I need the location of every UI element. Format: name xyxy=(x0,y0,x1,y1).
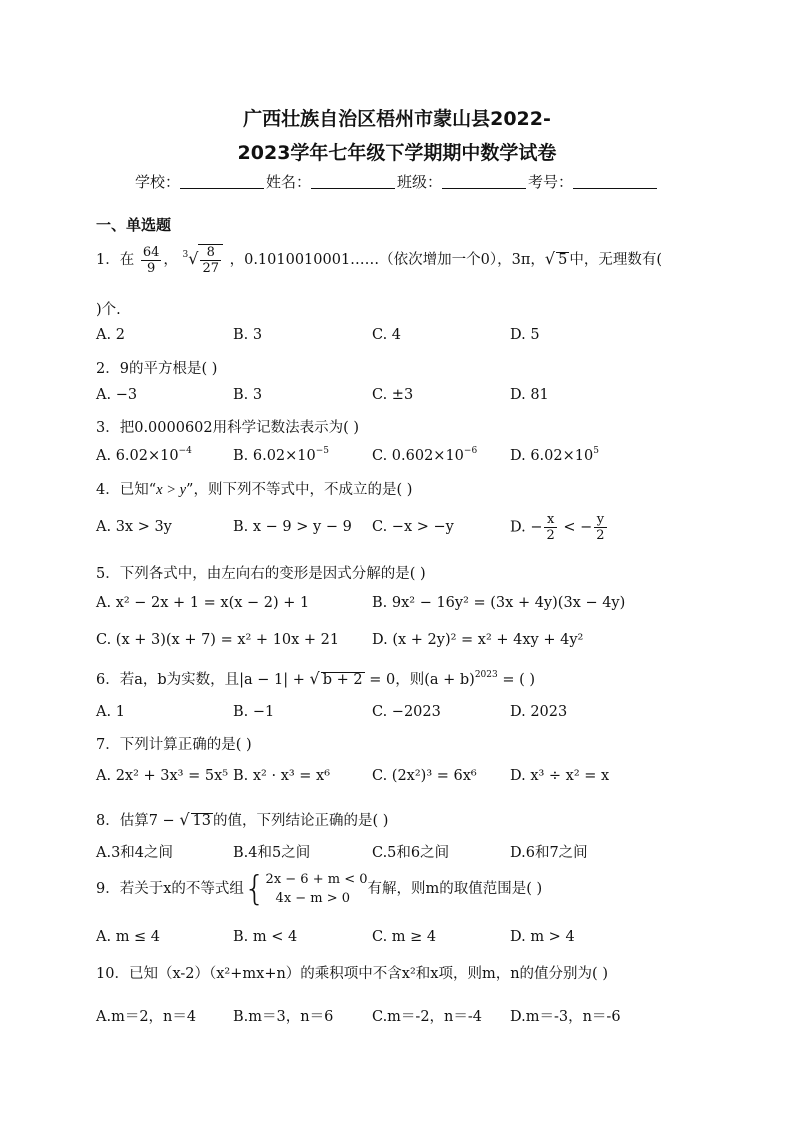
question-2: 2．9的平方根是( ) xyxy=(96,361,218,377)
q6-option-d[interactable]: D. 2023 xyxy=(510,704,568,720)
q6-mid: = 0，则(a + b) xyxy=(364,672,475,688)
q1-sqrt5: 5 xyxy=(558,252,568,268)
q10-option-b[interactable]: B.m＝3，n＝6 xyxy=(233,1009,334,1025)
q8-option-b[interactable]: B.4和5之间 xyxy=(233,845,311,861)
q1-num: 1．在 xyxy=(96,252,135,268)
q4-option-c[interactable]: C. −x > −y xyxy=(372,519,454,535)
q3-b-exp: −5 xyxy=(315,446,330,456)
q6-root: b + 2 xyxy=(322,672,363,688)
q10-option-c[interactable]: C.m＝-2，n＝-4 xyxy=(372,1009,483,1025)
q1-root-num: 8 xyxy=(200,245,221,261)
q1-option-c[interactable]: C. 4 xyxy=(372,327,402,343)
radical-icon: √ xyxy=(544,249,556,268)
q3-c-exp: −6 xyxy=(463,446,478,456)
question-4 xyxy=(96,478,412,499)
q3-a-base: A. 6.02×10 xyxy=(96,448,179,464)
field-name-blank[interactable] xyxy=(311,174,395,189)
q1-option-d[interactable]: D. 5 xyxy=(510,327,540,343)
q1-frac-den: 9 xyxy=(146,260,156,276)
question-9 xyxy=(96,870,542,908)
q4-d-label: D. − xyxy=(510,519,543,536)
title-line-2: 2023学年七年级下学期期中数学试卷 xyxy=(237,142,557,164)
field-class-label: 班级： xyxy=(397,173,443,191)
q5-option-c[interactable]: C. (x + 3)(x + 7) = x² + 10x + 21 xyxy=(96,632,340,648)
q6-exp: 2023 xyxy=(474,670,498,680)
q9-option-b[interactable]: B. m < 4 xyxy=(233,929,298,945)
section-title: 一、单选题 xyxy=(96,216,172,234)
q5-option-d[interactable]: D. (x + 2y)² = x² + 4xy + 4y² xyxy=(372,632,584,648)
q4-d-mid: < − xyxy=(558,519,593,536)
q1-root-index: 3 xyxy=(182,250,189,260)
q9-post: 有解，则m的取值范围是( ) xyxy=(367,881,543,897)
q9-row2: 4x − m > 0 xyxy=(275,891,351,906)
radical-icon: √ xyxy=(179,810,190,829)
q1-frac-num: 64 xyxy=(142,244,160,260)
q4-condition: x > y xyxy=(156,482,187,498)
q7-option-c[interactable]: C. (2x²)³ = 6x⁶ xyxy=(372,768,477,784)
q4-d-frac1 xyxy=(544,512,556,543)
q3-a-exp: −4 xyxy=(178,446,192,456)
q1-fraction xyxy=(141,245,162,276)
q8-option-d[interactable]: D.6和7之间 xyxy=(510,845,588,861)
q1-mid: ，0.1010010001……（依次增加一个0），3π， xyxy=(229,252,545,268)
question-8 xyxy=(96,809,388,830)
q10-option-d[interactable]: D.m＝-3，n＝-6 xyxy=(510,1009,621,1025)
q2-option-c[interactable]: C. ±3 xyxy=(372,387,414,403)
question-3: 3．把0.0000602用科学记数法表示为( ) xyxy=(96,420,360,436)
field-school-blank[interactable] xyxy=(180,174,264,189)
q2-option-d[interactable]: D. 81 xyxy=(510,387,549,403)
q1-root-den: 27 xyxy=(202,261,219,276)
q7-option-a[interactable]: A. 2x² + 3x³ = 5x⁵ xyxy=(96,768,229,784)
q3-b-base: B. 6.02×10 xyxy=(233,448,316,464)
q4-d-n2: y xyxy=(594,512,606,528)
q4-option-d[interactable] xyxy=(510,512,609,543)
q2-option-b[interactable]: B. 3 xyxy=(233,387,263,403)
q5-option-a[interactable]: A. x² − 2x + 1 = x(x − 2) + 1 xyxy=(96,595,310,611)
q9-row1: 2x − 6 + m < 0 xyxy=(265,872,368,887)
q3-d-base: D. 6.02×10 xyxy=(510,448,594,464)
q4-post: ”，则下列不等式中，不成立的是( ) xyxy=(186,482,413,498)
q6-post: = ( ) xyxy=(497,672,536,688)
field-id-label: 考号： xyxy=(528,173,574,191)
field-school-label: 学校： xyxy=(134,173,180,191)
q4-d-d2: 2 xyxy=(596,528,605,543)
q6-option-a[interactable]: A. 1 xyxy=(96,704,125,720)
q4-option-b[interactable]: B. x − 9 > y − 9 xyxy=(233,519,352,535)
q9-option-c[interactable]: C. m ≥ 4 xyxy=(372,929,437,945)
q9-option-d[interactable]: D. m > 4 xyxy=(510,929,575,945)
left-brace-icon: { xyxy=(243,869,266,909)
q9-pre: 9．若关于x的不等式组 xyxy=(96,881,244,897)
q8-option-c[interactable]: C.5和6之间 xyxy=(372,845,450,861)
q5-option-b[interactable]: B. 9x² − 16y² = (3x + 4y)(3x − 4y) xyxy=(372,595,626,611)
q7-option-b[interactable]: B. x² · x³ = x⁶ xyxy=(233,768,331,784)
q3-c-base: C. 0.602×10 xyxy=(372,448,464,464)
title-line-1: 广西壮族自治区梧州市蒙山县2022- xyxy=(243,108,551,130)
q8-option-a[interactable]: A.3和4之间 xyxy=(96,845,174,861)
q7-option-d[interactable]: D. x³ ÷ x² = x xyxy=(510,768,610,784)
radical-icon: √ xyxy=(309,669,320,688)
q1-cuberoot xyxy=(198,244,223,276)
field-id-blank[interactable] xyxy=(573,174,657,189)
q8-post: 的值，下列结论正确的是( ) xyxy=(212,813,389,829)
q9-option-a[interactable]: A. m ≤ 4 xyxy=(96,929,161,945)
q3-option-a[interactable] xyxy=(96,448,192,464)
field-name-label: 姓名： xyxy=(265,173,311,191)
question-6 xyxy=(96,668,535,689)
q1-line2: )个. xyxy=(96,302,121,318)
question-5: 5．下列各式中，由左向右的变形是因式分解的是( ) xyxy=(96,566,426,582)
q4-d-frac2 xyxy=(594,512,606,543)
q9-system xyxy=(266,870,368,908)
q3-option-b[interactable] xyxy=(233,448,329,464)
q3-option-d[interactable] xyxy=(510,448,599,464)
question-1 xyxy=(96,244,662,276)
q4-option-a[interactable]: A. 3x > 3y xyxy=(96,519,172,535)
field-class-blank[interactable] xyxy=(442,174,526,189)
q4-d-d1: 2 xyxy=(546,528,555,543)
q4-d-n1: x xyxy=(544,512,556,528)
question-7: 7．下列计算正确的是( ) xyxy=(96,737,252,753)
q1-tail: 中，无理数有( xyxy=(569,252,663,268)
student-info-row xyxy=(0,171,794,192)
q6-pre: 6．若a，b为实数，且|a − 1| + xyxy=(96,672,310,688)
q3-option-c[interactable] xyxy=(372,448,477,464)
q6-option-c[interactable]: C. −2023 xyxy=(372,704,441,720)
q8-pre: 8．估算7 − xyxy=(96,813,180,829)
q3-d-exp: 5 xyxy=(593,446,599,456)
q10-option-a[interactable]: A.m＝2，n＝4 xyxy=(96,1009,197,1025)
radical-icon: √ xyxy=(188,249,199,268)
q1-sep: ， xyxy=(163,252,178,268)
q8-root: 13 xyxy=(192,813,211,829)
q2-option-a[interactable]: A. −3 xyxy=(96,387,138,403)
q1-option-a[interactable]: A. 2 xyxy=(96,327,125,343)
q1-option-b[interactable]: B. 3 xyxy=(233,327,263,343)
question-10: 10．已知（x-2）（x²+mx+n）的乘积项中不含x²和x项，则m，n的值分别为( ) xyxy=(96,966,608,982)
q4-pre: 4．已知“ xyxy=(96,482,157,498)
q6-option-b[interactable]: B. −1 xyxy=(233,704,275,720)
